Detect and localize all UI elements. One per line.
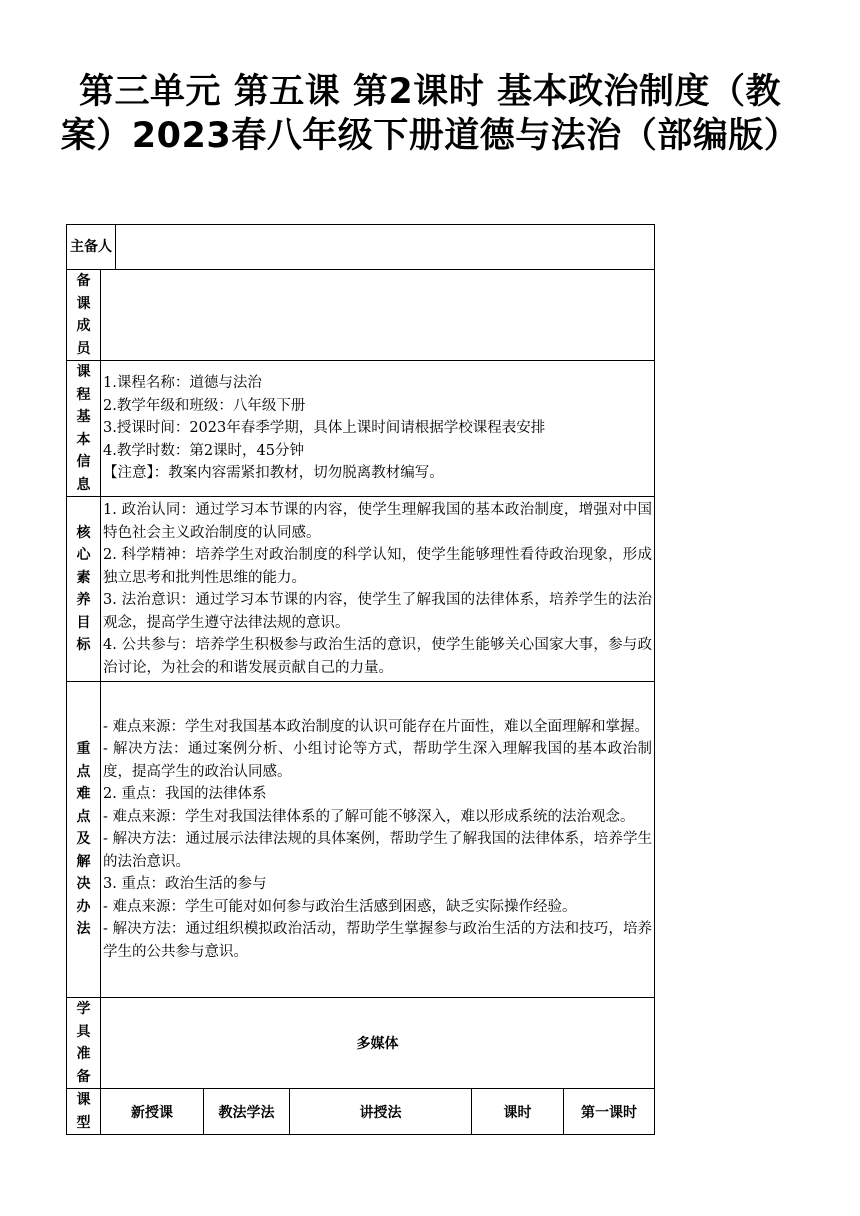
lead-preparer-label: 主备人 [67,225,116,270]
period-value: 第一课时 [564,1089,655,1135]
key-points-line: - 难点来源：学生对我国基本政治制度的认识可能存在片面性，难以全面理解和掌握。 [103,718,650,735]
course-info-line: 2.教学年级和班级：八年级下册 [103,397,306,414]
lesson-type-label: 课型 [67,1089,101,1135]
lesson-plan-table [66,224,655,1135]
row-prep-members [67,270,655,361]
key-points-line: - 难点来源：学生对我国法律体系的了解可能不够深入，难以形成系统的法治观念。 [103,808,635,825]
key-points-line: - 难点来源：学生可能对如何参与政治生活感到困惑，缺乏实际操作经验。 [103,898,577,915]
key-points-line: - 解决方法：通过展示法律法规的具体案例，帮助学生了解我国的法律体系，培养学生的法治意识。 [103,831,653,870]
row-core-literacy [67,497,655,682]
row-key-difficult-points [67,682,655,998]
period-label: 课时 [472,1089,564,1135]
prep-members-label: 备课成员 [67,270,101,361]
lead-preparer-value [116,225,655,270]
core-literacy-line: 2. 科学精神：培养学生对政治制度的科学认知，使学生能够理性看待政治现象，形成独立思考和批判性思维的能力。 [103,547,653,586]
row-tools [67,998,655,1089]
key-points-label: 重点难点及解决办法 [67,682,101,998]
core-literacy-line: 4. 公共参与：培养学生积极参与政治生活的意识，使学生能够关心国家大事，参与政治讨论，为社会的和谐发展贡献自己的力量。 [103,637,653,676]
core-literacy-label: 核心素养目标 [67,497,101,682]
course-info-line: 3.授课时间：2023年春季学期，具体上课时间请根据学校课程表安排 [103,420,546,437]
method-value: 讲授法 [290,1089,472,1135]
course-info-label: 课程基本信息 [67,361,101,497]
lesson-type-value: 新授课 [101,1089,204,1135]
tools-value: 多媒体 [101,998,655,1089]
row-course-info [67,361,655,497]
tools-label: 学具准备 [67,998,101,1089]
key-points-line: - 解决方法：通过案例分析、小组讨论等方式，帮助学生深入理解我国的基本政治制度，提高学生的政治认同感。 [103,741,653,780]
row-lead-preparer [67,225,655,270]
core-literacy-content [101,497,655,682]
prep-members-value [101,270,655,361]
key-points-line: 2. 重点：我国的法律体系 [103,786,267,803]
document-title: 第三单元 第五课 第2课时 基本政治制度（教案）2023春八年级下册道德与法治（部编版） [60,72,800,156]
course-info-line: 1.课程名称：道德与法治 [103,375,262,392]
key-points-line: 3. 重点：政治生活的参与 [103,876,267,893]
row-lesson-type [67,1089,655,1135]
core-literacy-line: 1. 政治认同：通过学习本节课的内容，使学生理解我国的基本政治制度，增强对中国特色社会主义政治制度的认同感。 [103,502,653,541]
core-literacy-line: 3. 法治意识：通过学习本节课的内容，使学生了解我国的法律体系，培养学生的法治观念，提高学生遵守法律法规的意识。 [103,592,653,631]
course-info-content [101,361,655,497]
course-info-line: 【注意】：教案内容需紧扣教材，切勿脱离教材编写。 [103,465,444,482]
course-info-line: 4.教学时数：第2课时，45分钟 [103,442,305,459]
key-points-line: - 解决方法：通过组织模拟政治活动，帮助学生掌握参与政治生活的方法和技巧，培养学生的公共参与意识。 [103,921,653,960]
method-label: 教法学法 [204,1089,290,1135]
key-points-content [101,682,655,998]
